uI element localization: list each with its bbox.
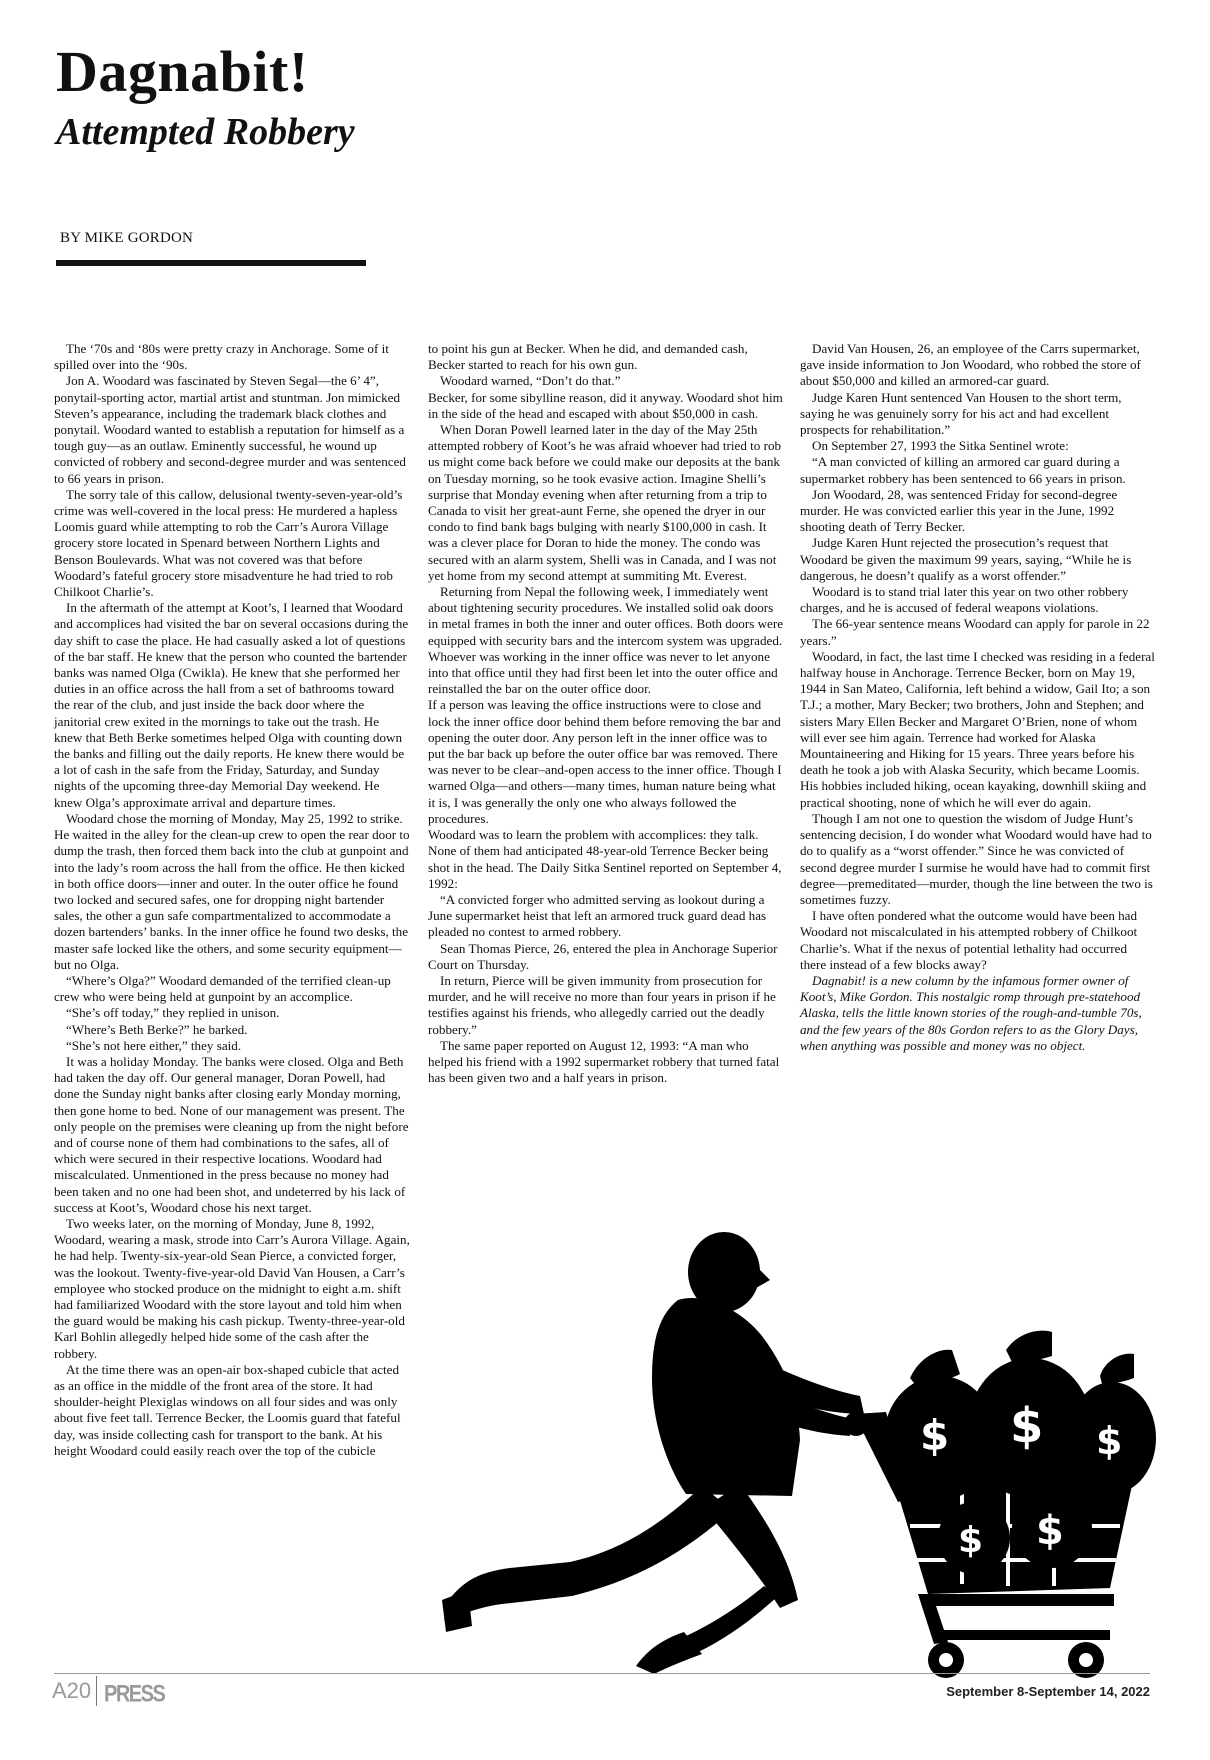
- runner-silhouette: [442, 1232, 868, 1674]
- article-paragraph: Dagnabit! is a new column by the infamous former owner of Koot’s, Mike Gordon. This nostalgic romp through pre-statehood Alaska, tells the little known stories of the rough-and-tumble 70s, and the few years of the 80s Gordon refers to as the Glory Days, when anything was possible and money was no object.: [800, 972, 1142, 1053]
- page-number: A20: [52, 1678, 92, 1703]
- article-paragraph: On September 27, 1993 the Sitka Sentinel wrote:: [812, 438, 1069, 454]
- article-paragraph: Jon Woodard, 28, was sentenced Friday for second-degree murder. He was convicted earlier this year in the June, 1992 shooting death of Terry Becker.: [800, 486, 1118, 535]
- footer-divider: [96, 1676, 97, 1706]
- article-paragraph: The ‘70s and ‘80s were pretty crazy in Anchorage. Some of it spilled over into the ‘90s.: [54, 341, 389, 373]
- article-paragraph: Two weeks later, on the morning of Monday, June 8, 1992, Woodard, wearing a mask, strode into Carr’s Aurora Village. Again, he had help. Twenty-six-year-old Sean Pierce, a convicted forger, was the lookout. Twenty-five-year-old David Van Housen, a Carr’s employee who stocked produce on the midnight to eight a.m. shift had familiarized Woodard with the store layout and told him when the guard would be making his cash pickup. Twenty-three-year-old Karl Bohlin allegedly helped hide some of the cash after the robbery.: [54, 1215, 410, 1361]
- article-paragraph: The sorry tale of this callow, delusional twenty-seven-year-old’s crime was well-covered in the local press: He murdered a hapless Loomis guard while attempting to rob the Carr’s Aurora Village grocery store located in Spenard between Northern Lights and Benson Boulevards. What was not covered was that before Woodard’s fateful grocery store misadventure he had tried to rob Chilkoot Charlie’s.: [54, 486, 403, 600]
- article-paragraph: When Doran Powell learned later in the day of the May 25th attempted robbery of Koot’s he was afraid whoever had tried to rob us might come back before we could make our deposits at the bank on Tuesday morning, so he took evasive action. Imagine Shelli’s surprise that Monday evening when after returning from a trip to Canada to visit her great-aunt Ferne, she opened the dryer in our condo to find bank bags bulging with nearly $100,000 in cash. It was a clever place for Doran to hide the money. The condo was secured with an alarm system, Shelli was in Canada, and I was not yet home from my second attempt at summiting Mt. Everest.: [428, 422, 782, 583]
- article-paragraph: Woodard chose the morning of Monday, May 25, 1992 to strike. He waited in the alley for the clean-up crew to open the rear door to dump the trash, then forced them back into the club at gunpoint and into the lady’s room across the hall from the office. He then kicked in both office doors—inner and outer. In the outer office he found two locked and secured safes, one for dropping night bartender sales, the other a gun safe compartmentalized to accommodate a dozen bartenders’ banks. In the inner office he found two desks, the master safe locked like the others, and some security equipment—but no Olga.: [54, 810, 410, 972]
- article-paragraph: It was a holiday Monday. The banks were closed. Olga and Beth had taken the day off. Our general manager, Doran Powell, had done the Sunday night banks after closing early Monday morning, then gone home to bed. None of our management was present. The only people on the premises were cleaning up from the night before and of course none of them had combinations to the safes, all of which were secured in their respective locations. Woodard had miscalculated. Unmentioned in the press because no money had been taken and no one had been shot, and undeterred by his lack of success at Koot’s, Woodard chose his next target.: [54, 1053, 409, 1215]
- headline: Dagnabit!: [56, 39, 309, 104]
- article-column-1: [54, 341, 410, 1459]
- issue-date: September 8-September 14, 2022: [946, 1684, 1150, 1699]
- article-paragraph: The same paper reported on August 12, 1993: “A man who helped his friend with a 1992 supermarket robbery that turned fatal has been given two and a half years in prison.: [428, 1037, 780, 1086]
- dollar-sign-icon: $: [1010, 1398, 1044, 1454]
- article-paragraph: David Van Housen, 26, an employee of the Carrs supermarket, gave inside information to Jon Woodard, who robbed the store of about $50,000 and killed an armored-car guard.: [800, 341, 1141, 389]
- article-paragraph: “A man convicted of killing an armored car guard during a supermarket robbery has been sentenced to 66 years in prison.: [800, 454, 1126, 486]
- article-paragraph: “Where’s Olga?” Woodard demanded of the terrified clean-up crew who were being held at gunpoint by an accomplice.: [54, 972, 391, 1005]
- article-paragraph: to point his gun at Becker. When he did, and demanded cash, Becker started to reach for his own gun.: [428, 341, 748, 373]
- article-paragraph: Woodard warned, “Don’t do that.”: [440, 373, 621, 389]
- article-paragraph: “She’s not here either,” they said.: [66, 1037, 242, 1053]
- article-paragraph: In the aftermath of the attempt at Koot’s, I learned that Woodard and accomplices had visited the bar on several occasions during the day shift to case the place. He had casually asked a lot of questions of the bar staff. He knew that the person who counted the bartender banks was named Olga (Cwikla). He knew that she performed her duties in an office across the hall from a set of bathrooms toward the rear of the club, and just inside the back door where the janitorial crew exited in the mornings to take out the trash. He knew that Beth Berke sometimes helped Olga with counting down the banks and filling out the daily reports. He knew there would be a lot of cash in the safe from the Friday, Saturday, and Sunday nights of the upcoming three-day Memorial Day weekend. He knew Olga’s approximate arrival and departure times.: [54, 600, 409, 810]
- article-paragraph: Returning from Nepal the following week, I immediately went about tightening security procedures. We installed solid oak doors in metal frames in both the inner and outer offices. Both doors were equipped with security bars and the intercom system was upgraded. Whoever was working in the inner office was never to let anyone into that office until they had first been let into the outer office and reinstalled the bar on the outer office door.: [428, 584, 784, 697]
- article-paragraph: “Where’s Beth Berke?” he barked.: [66, 1021, 248, 1037]
- article-paragraph: “She’s off today,” they replied in unison.: [66, 1005, 280, 1021]
- article-column-2: [428, 341, 784, 1086]
- article-paragraph: Woodard was to learn the problem with accomplices: they talk. None of them had anticipated 48-year-old Terrence Becker being shot in the head. The Daily Sitka Sentinel reported on September 4, 1992:: [428, 827, 782, 891]
- article-paragraph: If a person was leaving the office instructions were to close and lock the inner office door behind them before removing the bar and opening the outer door. Any person left in the inner office was to put the bar back up before the outer office bar was removed. There was never to be clear–and-open access to the inner office. Though I warned Olga—and others—many times, human nature being what it is, I was generally the only one who always followed the procedures.: [428, 697, 782, 826]
- dollar-sign-icon: $: [920, 1411, 950, 1460]
- byline-rule: [56, 260, 366, 266]
- dollar-sign-icon: $: [958, 1520, 984, 1561]
- article-paragraph: I have often pondered what the outcome would have been had Woodard not miscalculated in his attempted robbery of Chilkoot Charlie’s. What if the nexus of potential lethality had occurred there instead of a few blocks away?: [800, 908, 1138, 972]
- article-paragraph: Becker, for some sibylline reason, did it anyway. Woodard shot him in the side of the head and escaped with about $50,000 in cash.: [428, 389, 783, 421]
- article-paragraph: The 66-year sentence means Woodard can apply for parole in 22 years.”: [800, 616, 1150, 648]
- article-column-3: [800, 341, 1156, 1054]
- article-paragraph: In return, Pierce will be given immunity from prosecution for murder, and he will receive no more than four years in prison if he testifies against his friends, who allegedly carried out the deadly robbery.”: [428, 972, 776, 1037]
- dollar-sign-icon: $: [1036, 1508, 1064, 1554]
- publication-logo: PRESS: [104, 1681, 165, 1708]
- byline: BY MIKE GORDON: [60, 230, 194, 246]
- article-paragraph: Sean Thomas Pierce, 26, entered the plea in Anchorage Superior Court on Thursday.: [428, 940, 778, 972]
- dollar-sign-icon: $: [1096, 1419, 1123, 1463]
- article-paragraph: Judge Karen Hunt rejected the prosecution’s request that Woodard be given the maximum 99 years, saying, “While he is dangerous, he doesn’t qualify as a worst offender.”: [800, 535, 1132, 583]
- article-paragraph: “A convicted forger who admitted serving as lookout during a June supermarket heist that left an armored truck guard dead has pleaded no contest to armed robbery.: [428, 891, 767, 940]
- article-paragraph: Though I am not one to question the wisdom of Judge Hunt’s sentencing decision, I do wonder what Woodard would have had to do to qualify as a “worst offender.” Since he was convicted of second degree murder I surmise he would have had to commit first degree—premeditated—murder, though the line between the two is sometimes fuzzy.: [800, 810, 1153, 907]
- article-paragraph: Judge Karen Hunt sentenced Van Housen to the short term, saying he was genuinely sorry for his act and had excellent prospects for rehabilitation.”: [800, 389, 1122, 438]
- article-paragraph: Jon A. Woodard was fascinated by Steven Segal—the 6’ 4”, ponytail-sporting actor, martial artist and stuntman. Jon mimicked Steven’s appearance, including the trademark black clothes and ponytail. Woodard wanted to establish a reputation for himself as a tough guy—as an outlaw. Eminently successful, he wound up convicted of robbery and second-degree murder and was sentenced to 66 years in prison.: [54, 373, 406, 486]
- article-paragraph: At the time there was an open-air box-shaped cubicle that acted as an office in the middle of the front area of the store. It had shoulder-height Plexiglas windows on all four sides and was only about five feet tall. Terrence Becker, the Loomis guard that fateful day, was inside collecting cash for transport to the bank. At his height Woodard could easily reach over the top of the cubicle: [54, 1361, 401, 1458]
- article-paragraph: Woodard, in fact, the last time I checked was residing in a federal halfway house in Anchorage. Terrence Becker, born on May 19, 1944 in San Mateo, California, left behind a widow, Gail Ito; a son T.J.; a mother, Mary Becker; two brothers, John and Stephen; and sisters Mary Ellen Becker and Margaret O’Brien, none of whom will ever see him again. Terrence had worked for Alaska Mountaineering and Hiking for 15 years. Three years before his death he took a job with Alaska Security, which became Loomis. His hobbies included hiking, ocean kayaking, downhill skiing and practical shooting, none of which he will ever do again.: [800, 648, 1155, 810]
- subheadline: Attempted Robbery: [56, 111, 355, 153]
- article-paragraph: Woodard is to stand trial later this year on two other robbery charges, and he is accused of federal weapons violations.: [800, 584, 1129, 616]
- man-pushing-cart-of-money-bags-icon: [440, 1228, 1160, 1683]
- footer-rule: [54, 1673, 1150, 1674]
